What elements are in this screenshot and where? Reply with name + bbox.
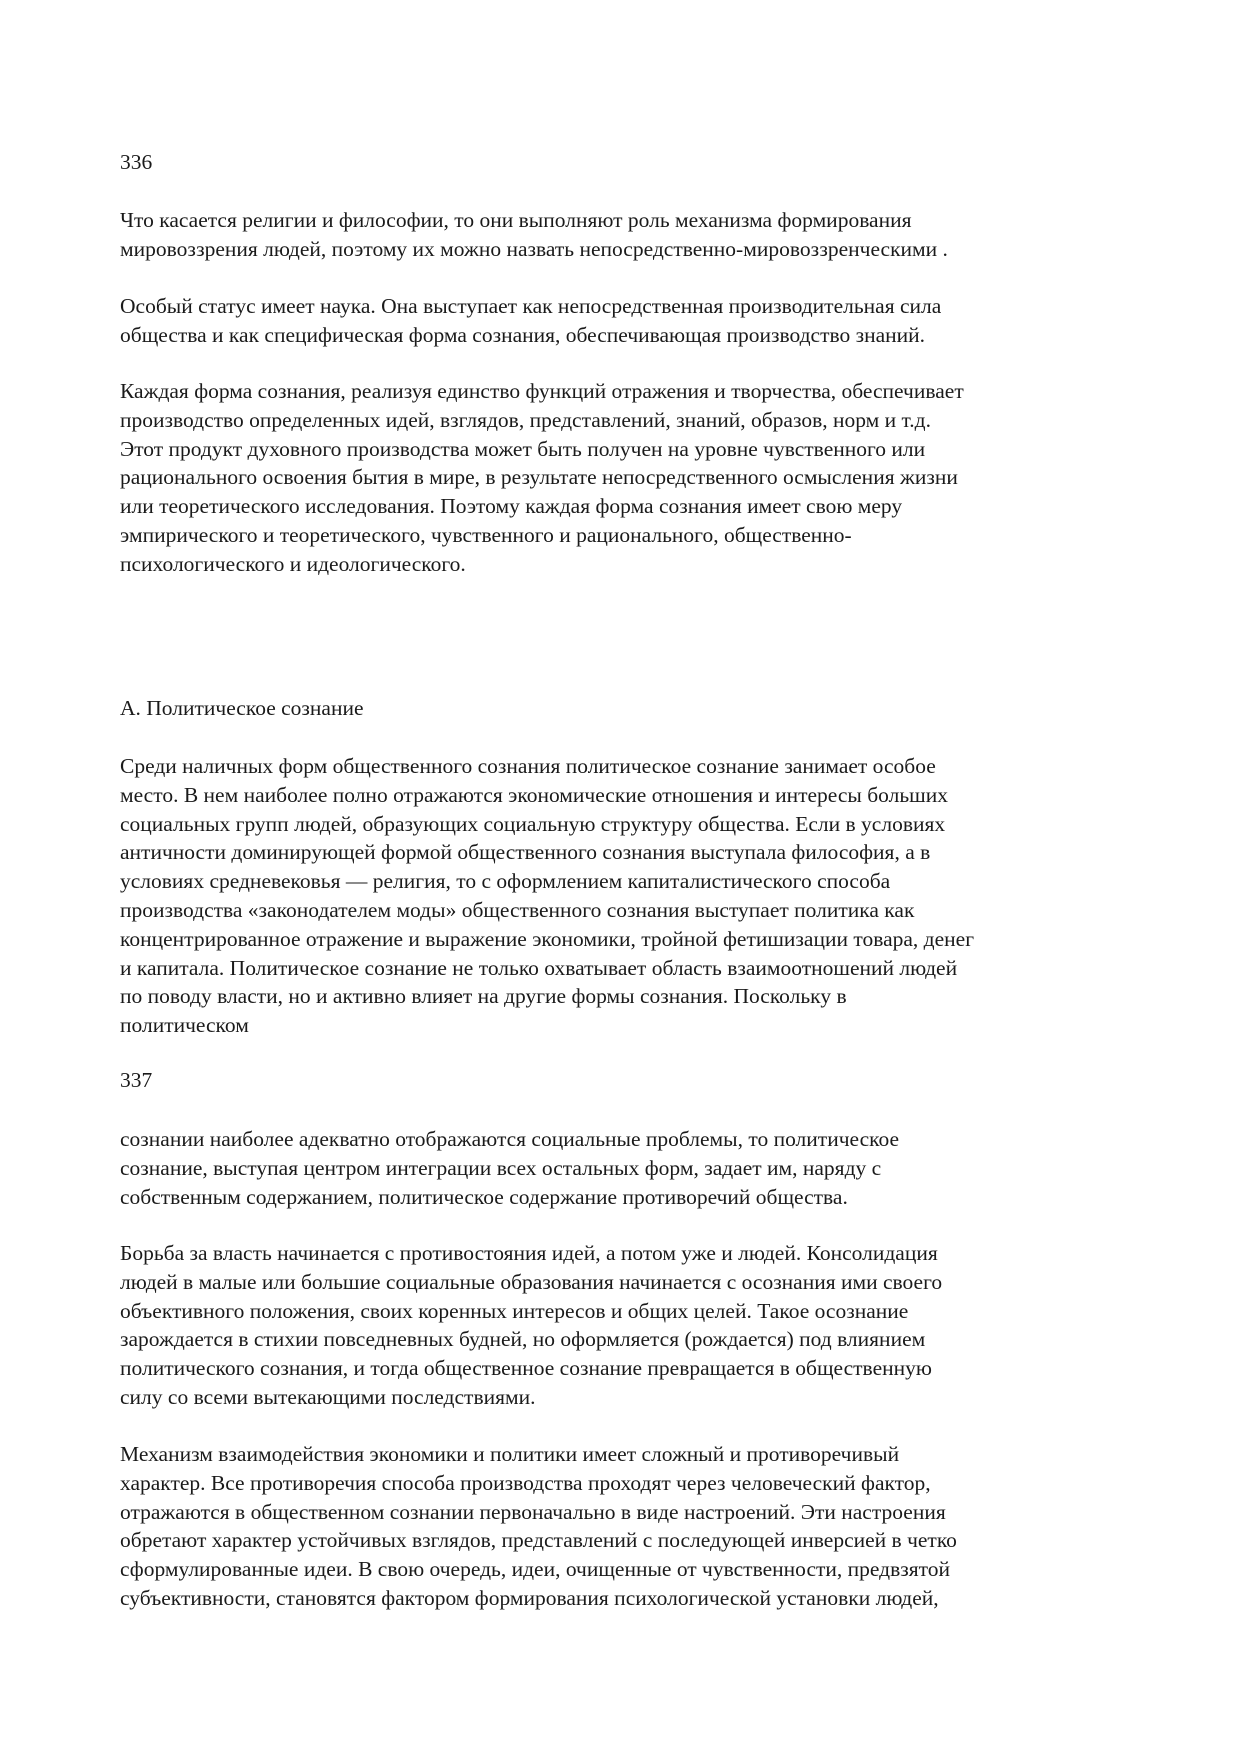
page-number: 337 (120, 1068, 153, 1092)
text-line: или теоретического исследования. Поэтому каждая форма сознания имеет свою меру (120, 494, 903, 519)
text-line: Борьба за власть начинается с противостояния идей, а потом уже и людей. Консолидация (120, 1241, 938, 1265)
text-line: психологического и идеологического. (120, 551, 466, 576)
text-line: людей в малые или большие социальные образования начинается с осознания ими своего (120, 1269, 943, 1294)
paragraph-science (120, 292, 1130, 350)
paragraph-economy-politics-mechanism (120, 1440, 1130, 1613)
text-line: Механизм взаимодействия экономики и политики имеет сложный и противоречивый (120, 1442, 900, 1466)
text-line: по поводу власти, но и активно влияет на другие формы сознания. Поскольку в (120, 984, 847, 1009)
paragraph-religion-philosophy (120, 206, 1130, 264)
text-line: Среди наличных форм общественного сознания политическое сознание занимает особое (120, 754, 936, 778)
text-line: общества и как специфическая форма сознания, обеспечивающая производство знаний. (120, 322, 926, 347)
text-line: отражаются в общественном сознании первоначально в виде настроений. Эти настроения (120, 1499, 946, 1524)
text-line: зарождается в стихии повседневных будней, но оформляется (рождается) под влиянием (120, 1327, 926, 1352)
text-line: рационального освоения бытия в мире, в результате непосредственного осмысления жизни (120, 465, 958, 490)
text-line: Этот продукт духовного производства может быть получен на уровне чувственного или (120, 436, 926, 461)
text-line: сознание, выступая центром интеграции всех остальных форм, задает им, наряду с (120, 1155, 882, 1180)
page-number: 336 (120, 150, 153, 174)
text-line: сформулированные идеи. В свою очередь, идеи, очищенные от чувственности, предвзятой (120, 1557, 950, 1582)
text-line: античности доминирующей формой общественного сознания выступала философия, а в (120, 840, 931, 865)
text-line: обретают характер устойчивых взглядов, представлений с последующей инверсией в четко (120, 1528, 957, 1553)
section-heading (120, 694, 1130, 723)
text-line: политическом (120, 1013, 249, 1038)
text-line: Особый статус имеет наука. Она выступает как непосредственная производительная сила (120, 294, 942, 318)
text-line: силу со всеми вытекающими последствиями. (120, 1384, 536, 1409)
text-line: характер. Все противоречия способа производства проходят через человеческий фактор, (120, 1470, 931, 1495)
text-line: Каждая форма сознания, реализуя единство функций отражения и творчества, обеспечивает (120, 379, 964, 403)
text-line: производство определенных идей, взглядов, представлений, знаний, образов, норм и т.д. (120, 407, 931, 432)
text-line: объективного положения, своих коренных интересов и общих целей. Такое осознание (120, 1298, 909, 1323)
text-line: условиях средневековья — религия, то с оформлением капиталистического способа (120, 869, 891, 894)
text-line: Что касается религии и философии, то они выполняют роль механизма формирования (120, 208, 912, 232)
paragraph-social-problems (120, 1125, 1130, 1211)
text-line: собственным содержанием, политическое содержание противоречий общества. (120, 1184, 848, 1209)
text-line: и капитала. Политическое сознание не только охватывает область взаимоотношений людей (120, 955, 958, 980)
text-line: мировоззрения людей, поэтому их можно назвать непосредственно-мировоззренческими . (120, 236, 948, 261)
text-line: политического сознания, и тогда общественное сознание превращается в общественную (120, 1356, 932, 1381)
text-line: место. В нем наиболее полно отражаются экономические отношения и интересы больших (120, 782, 948, 807)
paragraph-forms-of-consciousness (120, 377, 1130, 579)
text-line: сознании наиболее адекватно отображаются социальные проблемы, то политическое (120, 1127, 900, 1151)
text-line: социальных групп людей, образующих социальную структуру общества. Если в условиях (120, 811, 946, 836)
heading-text: А. Политическое сознание (120, 696, 364, 720)
text-line: производства «законодателем моды» общественного сознания выступает политика как (120, 897, 915, 922)
text-line: субъективности, становятся фактором формирования психологической установки людей, (120, 1585, 939, 1610)
paragraph-political-consciousness (120, 752, 1130, 1040)
paragraph-struggle-for-power (120, 1239, 1130, 1412)
text-line: эмпирического и теоретического, чувственного и рационального, общественно- (120, 522, 852, 547)
text-line: концентрированное отражение и выражение экономики, тройной фетишизации товара, денег (120, 926, 975, 951)
